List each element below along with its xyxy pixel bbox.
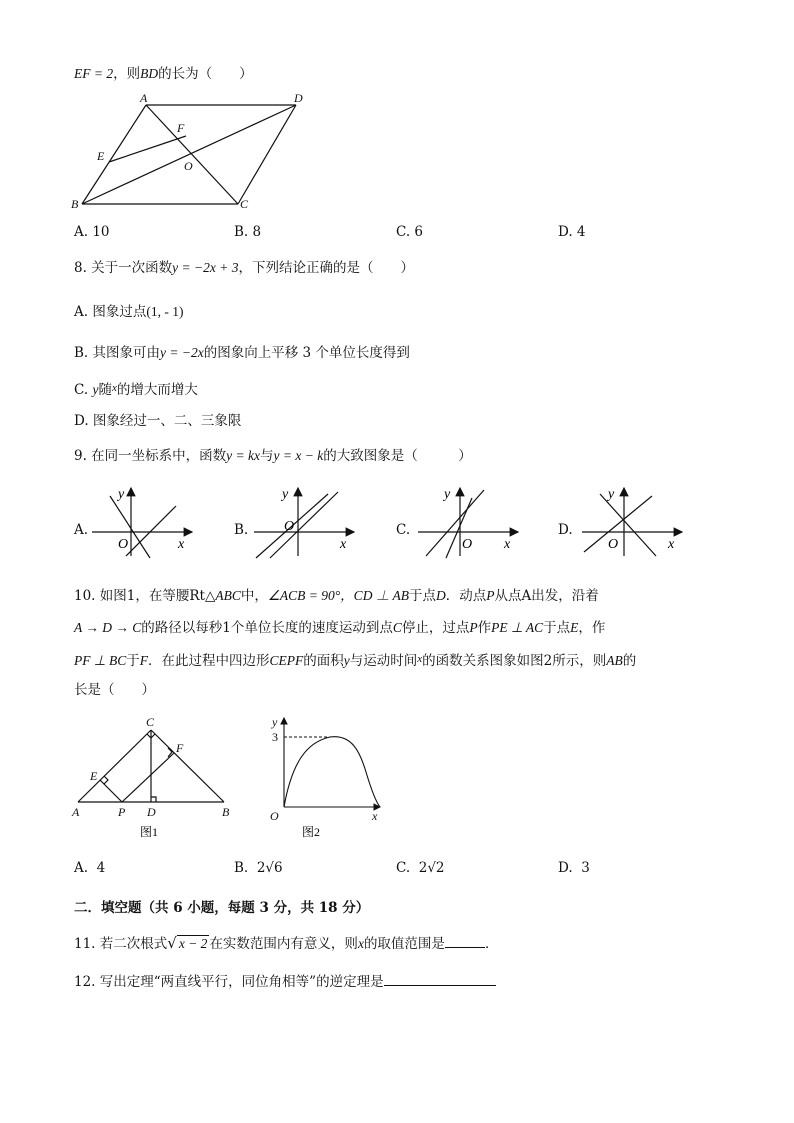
q10-l3x: x bbox=[417, 653, 423, 665]
q10-ab: AB bbox=[606, 653, 623, 668]
fig1-label-C: C bbox=[146, 715, 155, 729]
q8-c-y: y bbox=[92, 382, 99, 397]
q9-d-x: x bbox=[668, 537, 675, 552]
q11-suffix: 的取值范围是 bbox=[363, 936, 445, 952]
q10-path: A → D → C bbox=[74, 620, 142, 635]
q10-l1d: D bbox=[435, 588, 446, 603]
q9-option-b-letter[interactable]: B. bbox=[234, 522, 249, 538]
q11-sqrt-sign: √ bbox=[167, 934, 177, 952]
q9-option-c-letter[interactable]: C. bbox=[396, 522, 411, 538]
q7-option-c[interactable]: C. 6 bbox=[396, 224, 424, 240]
q10-cepf: CEPF bbox=[269, 653, 304, 668]
q10-l1c: 于点 bbox=[408, 588, 436, 604]
q11-end: ． bbox=[484, 936, 499, 952]
q8-b-label: B. 其图象可由 bbox=[74, 345, 161, 361]
q10-pe: PE ⊥ AC bbox=[491, 620, 544, 635]
q7-label-C: C bbox=[240, 197, 249, 211]
q8-suffix: ，下列结论正确的是（ ） bbox=[238, 260, 414, 276]
q9-suffix: 的大致图象是（ ） bbox=[323, 448, 472, 464]
q11-radicand: x − 2 bbox=[178, 936, 208, 951]
fig1-label-B: B bbox=[222, 805, 230, 819]
q10-l2end: ，作 bbox=[578, 620, 606, 636]
q7-label-D: D bbox=[294, 91, 303, 105]
q8-option-c[interactable] bbox=[74, 378, 198, 400]
q10-l3f: F bbox=[139, 653, 149, 668]
q8-c-rest: 随 bbox=[98, 382, 112, 398]
q11-prefix: 11. 若二次根式 bbox=[74, 936, 168, 952]
q11-x: x bbox=[357, 936, 364, 951]
q8-c-rest2: 的增大而增大 bbox=[116, 382, 198, 398]
q9-b-origin: O bbox=[284, 519, 295, 534]
q10-b-val: 2√6 bbox=[256, 860, 283, 876]
q7-label-E: E bbox=[97, 149, 105, 163]
q9-f1: y = kx bbox=[226, 448, 261, 463]
q9-option-a-letter[interactable]: A. bbox=[74, 522, 89, 538]
q9-stem bbox=[74, 446, 472, 466]
q10-l2a: 的路径以每秒1个单位长度的速度运动到点 bbox=[141, 620, 393, 636]
q9-graph-a[interactable] bbox=[88, 484, 198, 559]
q7-label-B: B bbox=[71, 197, 79, 211]
q10-l1f: 从点A出发，沿着 bbox=[494, 588, 599, 604]
q10-l2d: 于点 bbox=[543, 620, 571, 636]
q9-d-y: y bbox=[608, 487, 615, 502]
q10-l2c2: 作 bbox=[477, 620, 492, 636]
q9-graph-c[interactable] bbox=[414, 484, 524, 559]
q10-d-label: D. bbox=[558, 860, 573, 876]
q9-c-x: x bbox=[504, 537, 511, 552]
q10-a-label: A. bbox=[74, 860, 89, 876]
q9-d-origin: O bbox=[608, 537, 619, 552]
fig2-label-3: 3 bbox=[272, 730, 278, 744]
q10-abc: ABC bbox=[215, 588, 241, 603]
q10-a-val: 4 bbox=[96, 860, 106, 876]
fig1-label-D: D bbox=[147, 805, 156, 819]
q11-mid: 在实数范围内有意义，则 bbox=[209, 936, 358, 952]
q12-stem bbox=[74, 971, 496, 992]
q8-option-a[interactable] bbox=[74, 302, 183, 322]
q10-pf: PF ⊥ BC bbox=[74, 653, 127, 668]
fig1-label-E: E bbox=[90, 769, 98, 783]
q10-l3b: ．在此过程中四边形 bbox=[148, 653, 270, 669]
q8-b-rest: 的图象向上平移 3 个单位长度得到 bbox=[203, 345, 410, 361]
q7-option-a[interactable]: A. 10 bbox=[74, 224, 110, 240]
fig2-label-y: y bbox=[272, 715, 278, 729]
fig1-caption: 图1 bbox=[140, 825, 159, 839]
q12-text: 12. 写出定理“两直线平行，同位角相等”的逆定理是 bbox=[74, 974, 384, 990]
q7-bd: BD bbox=[140, 66, 159, 81]
q9-prefix: 9. 在同一坐标系中，函数 bbox=[74, 448, 227, 464]
q10-l1a: 10. 如图1，在等腰Rt△ bbox=[74, 588, 216, 604]
q10-d-val: 3 bbox=[581, 860, 590, 876]
q10-line1 bbox=[74, 586, 599, 606]
q8-c-label: C. bbox=[74, 382, 93, 398]
q10-l3d: 与运动时间 bbox=[349, 653, 418, 669]
q9-f2: y = x − k bbox=[273, 448, 324, 463]
q10-line2 bbox=[74, 618, 605, 638]
q10-l1b: 中， bbox=[240, 588, 268, 604]
q10-angle: ∠ACB = 90°，CD ⊥ AB bbox=[267, 588, 409, 603]
q10-option-d[interactable] bbox=[558, 858, 590, 878]
q7-option-d[interactable]: D. 4 bbox=[558, 224, 586, 240]
q7-end: 的长为（ ） bbox=[158, 66, 253, 82]
q9-mid: 与 bbox=[260, 448, 274, 464]
q10-figure2 bbox=[262, 712, 392, 842]
q8-option-d[interactable]: D. 图象经过一、二、三象限 bbox=[74, 413, 242, 429]
q10-l3f2: 的 bbox=[622, 653, 637, 669]
q11-stem bbox=[74, 933, 498, 954]
fig2-label-x: x bbox=[372, 809, 378, 823]
q9-a-origin: O bbox=[118, 537, 129, 552]
q10-l1e: ．动点 bbox=[445, 588, 487, 604]
q7-label-A: A bbox=[140, 91, 148, 105]
q10-l3e: 的函数关系图象如图2所示，则 bbox=[422, 653, 607, 669]
q7-label-F: F bbox=[177, 121, 185, 135]
fig1-label-P: P bbox=[118, 805, 126, 819]
q7-parallelogram-figure bbox=[60, 92, 320, 217]
q10-l3c: 的面积 bbox=[303, 653, 344, 669]
q8-c-x: x bbox=[111, 382, 117, 394]
q8-a-label: A. 图象过点 bbox=[74, 304, 147, 320]
q12-answer-blank[interactable] bbox=[384, 971, 496, 986]
q10-l1p: P bbox=[486, 588, 495, 603]
q9-graph-b[interactable] bbox=[250, 484, 360, 559]
q7-text: ，则 bbox=[113, 66, 141, 82]
q7-label-O: O bbox=[184, 159, 193, 173]
fig2-caption: 图2 bbox=[302, 825, 321, 839]
q9-a-y: y bbox=[118, 487, 125, 502]
q7-ef-math: EF = 2 bbox=[74, 66, 114, 81]
q9-graph-d[interactable] bbox=[578, 484, 688, 559]
q9-c-y: y bbox=[444, 487, 451, 502]
q8-option-b[interactable] bbox=[74, 343, 410, 363]
q10-l2e: E bbox=[570, 620, 579, 635]
q10-option-a[interactable] bbox=[74, 858, 105, 878]
q9-b-x: x bbox=[340, 537, 347, 552]
q9-b-y: y bbox=[282, 487, 289, 502]
q8-stem bbox=[74, 258, 414, 278]
q8-b-math: y = −2x bbox=[160, 345, 204, 360]
q10-c-label: C. bbox=[396, 860, 411, 876]
q10-line3 bbox=[74, 649, 636, 671]
q10-l2b: 停止，过点 bbox=[401, 620, 470, 636]
q9-c-origin: O bbox=[462, 537, 473, 552]
q10-b-label: B. bbox=[234, 860, 249, 876]
q11-answer-blank[interactable] bbox=[445, 933, 485, 948]
q10-option-c[interactable] bbox=[396, 858, 445, 878]
q10-option-b[interactable] bbox=[234, 858, 283, 878]
q10-line4: 长是（ ） bbox=[74, 682, 155, 698]
q7-option-b[interactable]: B. 8 bbox=[234, 224, 262, 240]
q10-c-val: 2√2 bbox=[418, 860, 445, 876]
q7-stem-tail bbox=[74, 64, 253, 84]
section2-title: 二．填空题（共 6 小题，每题 3 分，共 18 分） bbox=[74, 900, 370, 916]
q8-a-math: (1, - 1) bbox=[146, 304, 184, 319]
fig2-label-O: O bbox=[270, 809, 279, 823]
q10-l3a: 于 bbox=[126, 653, 140, 669]
q9-a-x: x bbox=[178, 537, 185, 552]
q8-prefix: 8. 关于一次函数 bbox=[74, 260, 173, 276]
q10-l3y: y bbox=[343, 653, 350, 668]
fig1-label-F: F bbox=[176, 741, 184, 755]
q10-l2p: P bbox=[469, 620, 478, 635]
q10-figure1 bbox=[64, 712, 244, 842]
fig1-label-A: A bbox=[72, 805, 80, 819]
q10-l2c: C bbox=[392, 620, 402, 635]
q9-option-d-letter[interactable]: D. bbox=[558, 522, 573, 538]
q8-func: y = −2x + 3 bbox=[172, 260, 239, 275]
